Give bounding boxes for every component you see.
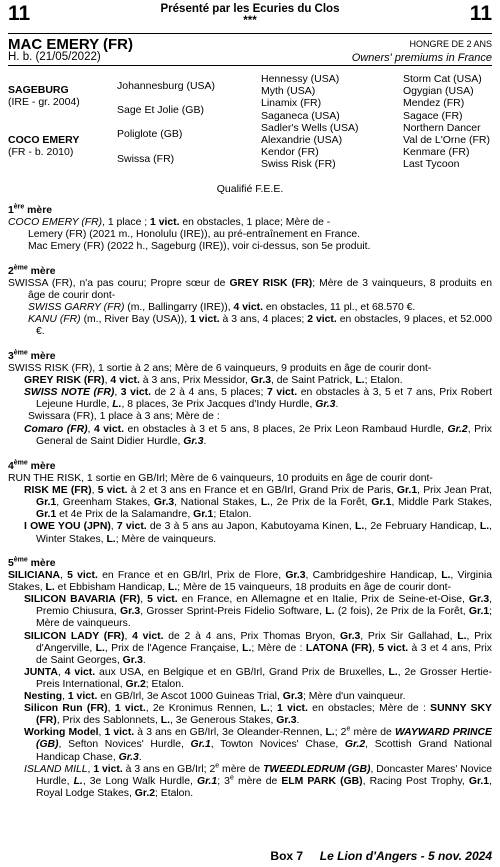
paragraph: RISK ME (FR), 5 vict. à 2 et 3 ans en France et en GB/Irl, Grand Prix de Paris, Gr.1, Prix Jean Prat, Gr.1, Greenham Stakes, Gr.3, National Stakes, L., 2e Prix de la Forêt, Gr.1, Middle Park Stakes, Gr.1 et 4e Prix de la Salamandre, Gr.1; Etalon. [24, 485, 492, 521]
paragraph: COCO EMERY (FR), 1 place ; 1 vict. en obstacles, 1 place; Mère de - Lemery (FR) (2021 m., Honolulu (IRE)), au pré-entraînement en France. Mac Emery (FR) (2022 h., Sageburg (IRE)), voir ci-dessus, son 5e produit. [8, 217, 371, 253]
sire [8, 84, 80, 108]
gen3-3: Linamix (FR) [261, 97, 322, 110]
paragraph: Nesting, 1 vict. en GB/Irl, 3e Ascot 1000 Guineas Trial, Gr.3; Mère d'un vainqueur. [24, 691, 406, 703]
paragraph: Working Model, 1 vict. à 3 ans en GB/Irl, 3e Oleander-Rennen, L.; 2e mère de WAYWARD PRINCE (GB), Sefton Novices' Hurdle, Gr.1, Towton Novices' Chase, Gr.2, Scottish Grand National Handicap Chase, Gr.3. [24, 725, 492, 763]
dam-line-5 [8, 558, 492, 800]
qualification: Qualifié F.E.E. [216, 183, 284, 195]
horse-birth: H. b. (21/05/2022) [8, 51, 101, 63]
gen4-8: Last Tycoon [403, 158, 460, 171]
gen3-6: Alexandrie (USA) [261, 134, 343, 147]
stars: *** [243, 15, 257, 27]
header-rule [8, 33, 492, 34]
paragraph: ISLAND MILL, 1 vict. à 3 ans en GB/Irl; 2e mère de TWEEDLEDRUM (GB), Doncaster Mares' Novice Hurdle, L., 3e Long Walk Hurdle, Gr.1; 3e mère de ELM PARK (GB), Racing Post Trophy, Gr.1, Royal Lodge Stakes, Gr.2; Etalon. [24, 762, 492, 799]
paragraph: Swissara (FR), 1 place à 3 ans; Mère de : [28, 411, 220, 423]
footer [270, 849, 492, 863]
gen4-7: Kenmare (FR) [403, 146, 470, 159]
paragraph: RUN THE RISK, 1 sortie en GB/Irl; Mère de 6 vainqueurs, 10 produits en âge de courir dont- [8, 473, 433, 485]
paragraph: JUNTA, 4 vict. aux USA, en Belgique et en GB/Irl, Grand Prix de Bruxelles, L., 2e Grosser Hertie-Preis International, Gr.2; Etalon. [24, 666, 493, 690]
gen2-3: Poliglote (GB) [117, 128, 183, 140]
section-heading: 3ème mère [8, 349, 56, 362]
paragraph: SILICIANA, 5 vict. en France et en GB/Irl, Prix de Flore, Gr.3, Cambridgeshire Handicap, L., Virginia Stakes, L. et Ebbisham Handicap, L.; Mère de 15 vainqueurs, 18 produits en âge de courir dont- [8, 570, 492, 594]
section-heading: 1ère mère [8, 203, 53, 216]
subheader-rule [8, 65, 492, 66]
dam-name: COCO EMERY [8, 134, 80, 146]
event-name: Le Lion d'Angers - 5 nov. 2024 [319, 849, 492, 863]
section-heading: 4ème mère [8, 459, 56, 472]
gen3-5: Sadler's Wells (USA) [261, 121, 359, 134]
paragraph: SILICON LADY (FR), 4 vict. de 2 à 4 ans, Prix Thomas Bryon, Gr.3, Prix Sir Gallahad, L., Prix d'Angerville, L., Prix de l'Agence Française, L.; Mère de : LATONA (FR), 5 vict. à 3 et 4 ans, Prix de Saint Georges, Gr.3. [24, 630, 492, 666]
sire-name: SAGEBURG [8, 84, 69, 96]
paragraph: Comaro (FR), 4 vict. en obstacles à 3 et 5 ans, 8 places, 2e Prix Leon Rambaud Hurdle, Gr.2, Prix General de Saint Didier Hurdle, Gr.3. [24, 423, 492, 447]
paragraph: SWISSA (FR), n'a pas couru; Propre sœur de GREY RISK (FR); Mère de 3 vainqueurs, 8 produits en âge de courir dont- [8, 278, 492, 302]
gen3-1: Hennessy (USA) [261, 73, 340, 85]
horse-name: MAC EMERY (FR) [8, 36, 133, 53]
gen4-2: Ogygian (USA) [403, 85, 474, 98]
gen4-3: Mendez (FR) [403, 97, 465, 110]
gen2-1: Johannesburg (USA) [117, 80, 216, 92]
dam-line-3 [8, 351, 492, 448]
paragraph: KANU (FR) (m., River Bay (USA)), 1 vict. à 3 ans, 4 places; 2 vict. en obstacles, 9 places, et 52.000 €. [28, 314, 492, 338]
dam-desc: (FR - b. 2010) [8, 146, 74, 159]
paragraph: SWISS GARRY (FR) (m., Ballingarry (IRE)), 4 vict. en obstacles, 11 pl., et 68.570 €. [28, 302, 416, 314]
gen4-5: Northern Dancer [403, 121, 481, 134]
sire-desc: (IRE - gr. 2004) [8, 96, 80, 109]
dam [8, 134, 79, 158]
gen3-8: Swiss Risk (FR) [261, 158, 336, 171]
gen2-2: Sage Et Jolie (GB) [117, 104, 204, 116]
gen3-7: Kendor (FR) [261, 146, 319, 159]
paragraph: SWISS RISK (FR), 1 sortie à 2 ans; Mère de 6 vainqueurs, 9 produits en âge de courir dont- [8, 363, 432, 375]
owners-premiums: Owners' premiums in France [351, 52, 492, 64]
paragraph: GREY RISK (FR), 4 vict. à 3 ans, Prix Messidor, Gr.3, de Saint Patrick, L.; Etalon. [24, 375, 403, 387]
gen3-column [261, 73, 359, 171]
lot-number-left: 11 [8, 2, 31, 25]
dam-line-4 [8, 461, 492, 546]
paragraph: SWISS NOTE (FR), 3 vict. de 2 à 4 ans, 5 places; 7 vict. en obstacles à 3, 5 et 7 ans, Prix Robert Lejeune Hurdle, L., 8 places, 3e Prix Jacques d'Indy Hurdle, Gr.3. [24, 387, 492, 411]
gen4-6: Val de L'Orne (FR) [403, 134, 491, 147]
box-number: Box 7 [270, 849, 304, 863]
gen4-4: Sagace (FR) [403, 109, 463, 122]
gen3-4: Saganeca (USA) [261, 109, 340, 122]
gen2-4: Swissa (FR) [117, 153, 175, 165]
gen3-2: Myth (USA) [261, 85, 316, 98]
dam-line-1 [8, 205, 492, 253]
paragraph: Silicon Run (FR), 1 vict., 2e Kronimus Rennen, L.; 1 vict. en obstacles; Mère de : SUNNY SKY (FR), Prix des Sablonnets, L., 3e Generous Stakes, Gr.3. [24, 703, 492, 727]
paragraph: I OWE YOU (JPN), 7 vict. de 3 à 5 ans au Japon, Kabutoyama Kinen, L., 2e February Handicap, L., Winter Stakes, L.; Mère de vainqueurs. [24, 521, 492, 545]
gen4-1: Storm Cat (USA) [403, 73, 482, 85]
gen4-column [403, 73, 490, 171]
dam-line-2 [8, 266, 492, 339]
paragraph: SILICON BAVARIA (FR), 5 vict. en France, en Allemagne et en Italie, Prix de Seine-et-Oise, Gr.3, Premio Chiusura, Gr.3, Grosser Sprint-Preis Fidelio Software, L. (2 fois), 2e Prix de la Forêt, Gr.1; Mère de vainqueurs. [24, 594, 492, 630]
section-heading: 5ème mère [8, 556, 56, 569]
age-tag: HONGRE DE 2 ANS [409, 39, 492, 49]
lot-number-right: 11 [469, 2, 492, 25]
section-heading: 2ème mère [8, 264, 56, 277]
presented-by: Présenté par les Ecuries du Clos [160, 3, 340, 15]
